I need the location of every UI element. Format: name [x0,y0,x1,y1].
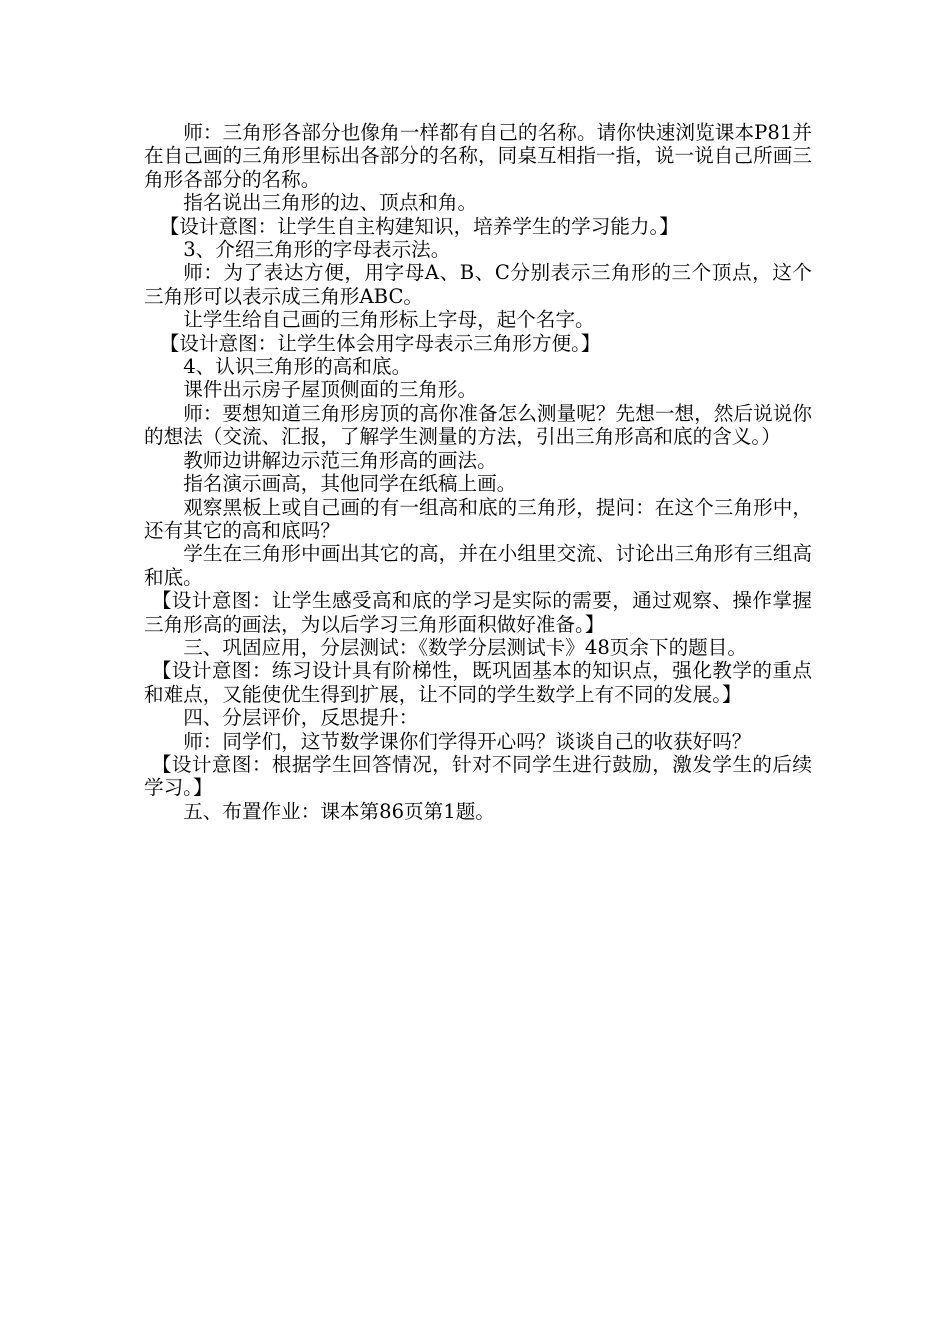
paragraph-name-parts: 指名说出三角形的边、顶点和角。 [183,191,478,215]
document-body [144,121,812,823]
paragraph-courseware-roof: 课件出示房子屋顶侧面的三角形。 [183,378,478,402]
paragraph-part-4-heading: 四、分层评价，反思提升： [183,706,419,730]
paragraph-teacher-letters: 师：为了表达方便，用字母A、B、C分别表示三角形的三个顶点，这个三角形可以表示成三角形ABC。 [144,261,812,308]
paragraph-teacher-triangle-parts: 师：三角形各部分也像角一样都有自己的名称。请你快速浏览课本P81并在自己画的三角形里标出各部分的名称，同桌互相指一指，说一说自己所画三角形各部分的名称。 [144,121,812,191]
paragraph-teacher-reflection: 师：同学们，这节数学课你们学得开心吗？谈谈自己的收获好吗？ [183,729,752,753]
paragraph-three-heights: 学生在三角形中画出其它的高，并在小组里交流、讨论出三角形有三组高和底。 [144,542,812,589]
paragraph-design-intent-2: 【设计意图：让学生体会用字母表示三角形方便。】 [159,331,601,355]
paragraph-teacher-demo-height: 教师边讲解边示范三角形高的画法。 [183,448,497,472]
paragraph-label-triangle: 让学生给自己画的三角形标上字母，起个名字。 [183,308,595,332]
paragraph-design-intent-3: 【设计意图：让学生感受高和底的学习是实际的需要，通过观察、操作掌握三角形高的画法，为以后学习三角形面积做好准备。】 [144,589,812,636]
paragraph-student-demo: 指名演示画高，其他同学在纸稿上画。 [183,472,517,496]
paragraph-part-3-heading: 三、巩固应用，分层测试：《数学分层测试卡》48页余下的题目。 [183,635,747,659]
paragraph-observe-blackboard: 观察黑板上或自己画的有一组高和底的三角形，提问：在这个三角形中，还有其它的高和底吗？ [144,495,812,542]
paragraph-section-3-heading: 3、介绍三角形的字母表示法。 [183,238,451,262]
paragraph-part-5-homework: 五、布置作业：课本第86页第1题。 [183,799,495,823]
paragraph-teacher-roof-height: 师：要想知道三角形房顶的高你准备怎么测量呢？先想一想，然后说说你的想法（交流、汇报，了解学生测量的方法，引出三角形高和底的含义。） [144,401,812,449]
paragraph-section-4-heading: 4、认识三角形的高和底。 [183,355,412,379]
paragraph-design-intent-1: 【设计意图：让学生自主构建知识，培养学生的学习能力。】 [159,214,679,238]
paragraph-design-intent-4: 【设计意图：练习设计具有阶梯性，既巩固基本的知识点，强化教学的重点和难点，又能使优生得到扩展，让不同的学生数学上有不同的发展。】 [144,659,812,706]
paragraph-design-intent-5: 【设计意图：根据学生回答情况，针对不同学生进行鼓励，激发学生的后续学习。】 [144,752,812,800]
